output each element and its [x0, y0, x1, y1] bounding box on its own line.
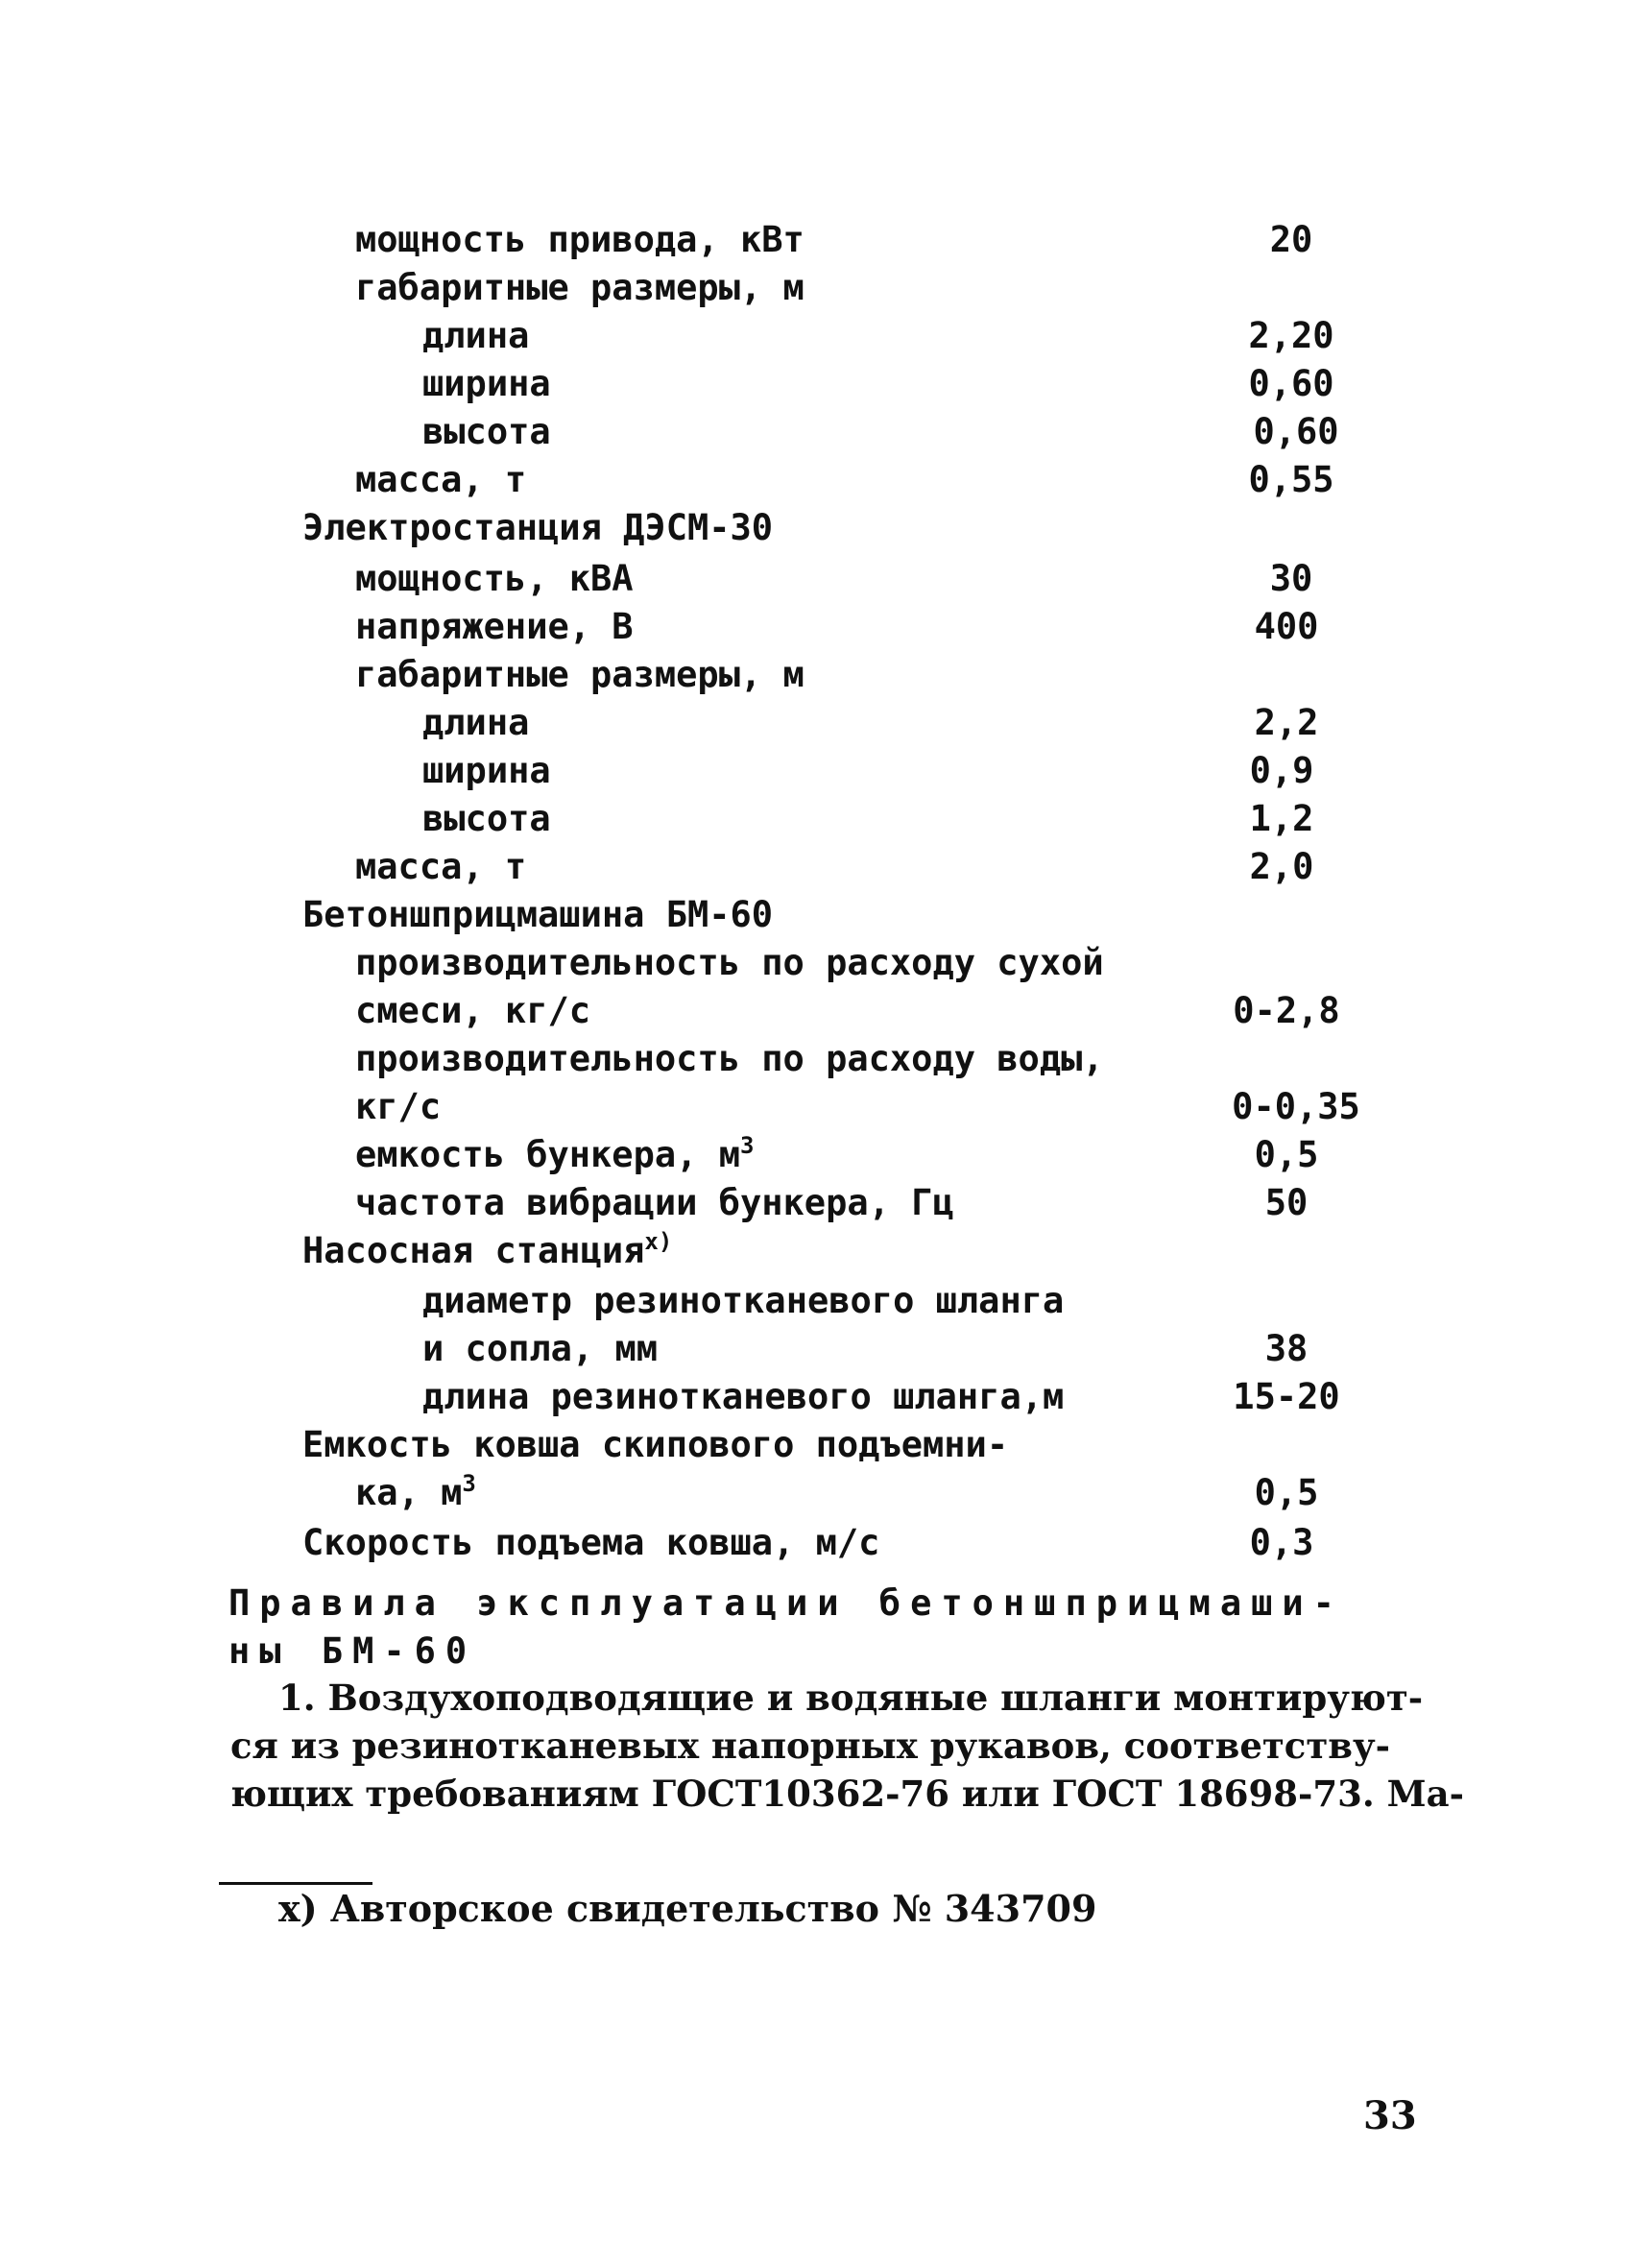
spec-row	[0, 1373, 1633, 1421]
spec-value: 20	[1269, 219, 1313, 260]
spec-label	[302, 504, 773, 552]
spec-row	[0, 1519, 1633, 1567]
spec-label-text: масса, т	[355, 846, 527, 887]
spec-value: 0,5	[1254, 1472, 1319, 1513]
spec-row	[0, 747, 1633, 795]
spec-label-text: ширина	[422, 363, 551, 404]
spec-label-text: габаритные размеры, м	[355, 654, 804, 695]
spec-label-superscript: х)	[644, 1228, 673, 1255]
spec-label	[302, 1421, 1008, 1469]
footnote-rule	[219, 1882, 372, 1885]
spec-value: 2,0	[1249, 846, 1314, 887]
spec-label-text: высота	[422, 798, 551, 839]
spec-label-text: высота	[422, 411, 551, 452]
spec-label	[355, 1131, 754, 1179]
spec-row	[0, 1083, 1633, 1131]
spec-label	[422, 1325, 658, 1373]
spec-label-text: частота вибрации бункера, Гц	[355, 1182, 954, 1223]
spec-label	[355, 651, 804, 699]
spec-label	[355, 456, 526, 504]
spec-row	[0, 555, 1633, 603]
spec-row	[0, 1227, 1633, 1275]
spec-value: 0,60	[1253, 411, 1339, 452]
spec-label	[355, 555, 634, 603]
spec-label-text: мощность, кВА	[355, 558, 634, 599]
spec-value: 0-0,35	[1232, 1086, 1360, 1127]
spec-row	[0, 1421, 1633, 1469]
spec-label-text: производительность по расходу воды,	[355, 1038, 1104, 1079]
spec-label	[355, 264, 804, 312]
spec-label	[355, 603, 634, 651]
spec-label-text: напряжение, В	[355, 606, 634, 647]
section-heading-line2: ны БМ-60	[228, 1630, 477, 1672]
footnote: х) Авторское свидетельство № 343709	[278, 1887, 1097, 1930]
spec-label-text: Электростанция ДЭСМ-30	[302, 507, 774, 548]
spec-row	[0, 1325, 1633, 1373]
paragraph-line2: ся из резинотканевых напорных рукавов, соответству-	[230, 1725, 1390, 1767]
spec-row	[0, 1277, 1633, 1325]
spec-row	[0, 1469, 1633, 1517]
spec-label-text: Скорость подъема ковша, м/с	[302, 1522, 880, 1563]
spec-row	[0, 264, 1633, 312]
spec-label	[422, 312, 529, 360]
spec-row	[0, 216, 1633, 264]
spec-value: 50	[1264, 1182, 1309, 1223]
spec-row	[0, 408, 1633, 456]
spec-value: 2,2	[1254, 702, 1319, 743]
spec-row	[0, 1131, 1633, 1179]
spec-label	[422, 360, 551, 408]
spec-label	[302, 891, 773, 939]
spec-label-text: емкость бункера, м	[355, 1134, 740, 1175]
spec-label	[355, 843, 526, 891]
page-number: 33	[1363, 2093, 1417, 2138]
spec-label	[422, 747, 551, 795]
spec-label-text: ка, м	[355, 1472, 463, 1513]
spec-label	[355, 987, 590, 1035]
spec-label	[355, 1179, 954, 1227]
spec-value: 0,9	[1249, 750, 1314, 791]
spec-value: 15-20	[1233, 1376, 1340, 1417]
spec-label-text: Насосная станция	[302, 1230, 645, 1271]
spec-label-text: ширина	[422, 750, 551, 791]
spec-value: 2,20	[1248, 315, 1334, 356]
spec-label	[422, 408, 551, 456]
spec-row	[0, 603, 1633, 651]
spec-value: 0-2,8	[1233, 990, 1340, 1031]
spec-label-text: длина	[422, 702, 530, 743]
spec-label-text: Емкость ковша скипового подъемни-	[302, 1424, 1009, 1465]
spec-value: 0,60	[1248, 363, 1334, 404]
spec-label	[302, 1519, 879, 1567]
spec-label-text: диаметр резинотканевого шланга	[422, 1280, 1065, 1321]
spec-row	[0, 1035, 1633, 1083]
spec-label	[422, 699, 529, 747]
spec-value: 0,5	[1254, 1134, 1319, 1175]
spec-value: 0,3	[1249, 1522, 1314, 1563]
spec-label-text: смеси, кг/с	[355, 990, 591, 1031]
spec-label	[355, 216, 804, 264]
spec-row	[0, 1179, 1633, 1227]
spec-row	[0, 312, 1633, 360]
spec-label-text: Бетоншприцмашина БМ-60	[302, 894, 774, 935]
spec-row	[0, 987, 1633, 1035]
spec-label-superscript: 3	[739, 1132, 755, 1159]
spec-label	[422, 1373, 1064, 1421]
spec-value: 38	[1264, 1328, 1309, 1369]
spec-value: 30	[1269, 558, 1313, 599]
spec-label	[355, 939, 1104, 987]
spec-label-text: габаритные размеры, м	[355, 267, 804, 308]
spec-label-text: и сопла, мм	[422, 1328, 659, 1369]
spec-row	[0, 360, 1633, 408]
spec-label	[422, 795, 551, 843]
spec-row	[0, 939, 1633, 987]
spec-label-text: производительность по расходу сухой	[355, 942, 1104, 983]
spec-value: 1,2	[1249, 798, 1314, 839]
paragraph-line1: 1. Воздухоподводящие и водяные шланги монтируют-	[278, 1677, 1424, 1719]
spec-label	[302, 1227, 672, 1275]
spec-row	[0, 651, 1633, 699]
spec-label-text: масса, т	[355, 459, 527, 500]
spec-value: 400	[1254, 606, 1319, 647]
spec-row	[0, 795, 1633, 843]
spec-label-text: длина резинотканевого шланга,м	[422, 1376, 1065, 1417]
section-heading-line1: Правила эксплуатации бетоншприцмаши-	[228, 1582, 1344, 1624]
spec-label-superscript: 3	[462, 1470, 476, 1497]
spec-value: 0,55	[1248, 459, 1334, 500]
paragraph-line3: ющих требованиям ГОСТ10362-76 или ГОСТ 18698-73. Ма-	[230, 1773, 1464, 1815]
spec-row	[0, 504, 1633, 552]
spec-label	[355, 1035, 1104, 1083]
spec-label	[355, 1083, 441, 1131]
spec-label	[422, 1277, 1064, 1325]
spec-row	[0, 843, 1633, 891]
spec-label-text: кг/с	[355, 1086, 442, 1127]
spec-label	[355, 1469, 476, 1517]
spec-row	[0, 699, 1633, 747]
spec-row	[0, 891, 1633, 939]
spec-label-text: мощность привода, кВт	[355, 219, 804, 260]
spec-row	[0, 456, 1633, 504]
spec-label-text: длина	[422, 315, 530, 356]
